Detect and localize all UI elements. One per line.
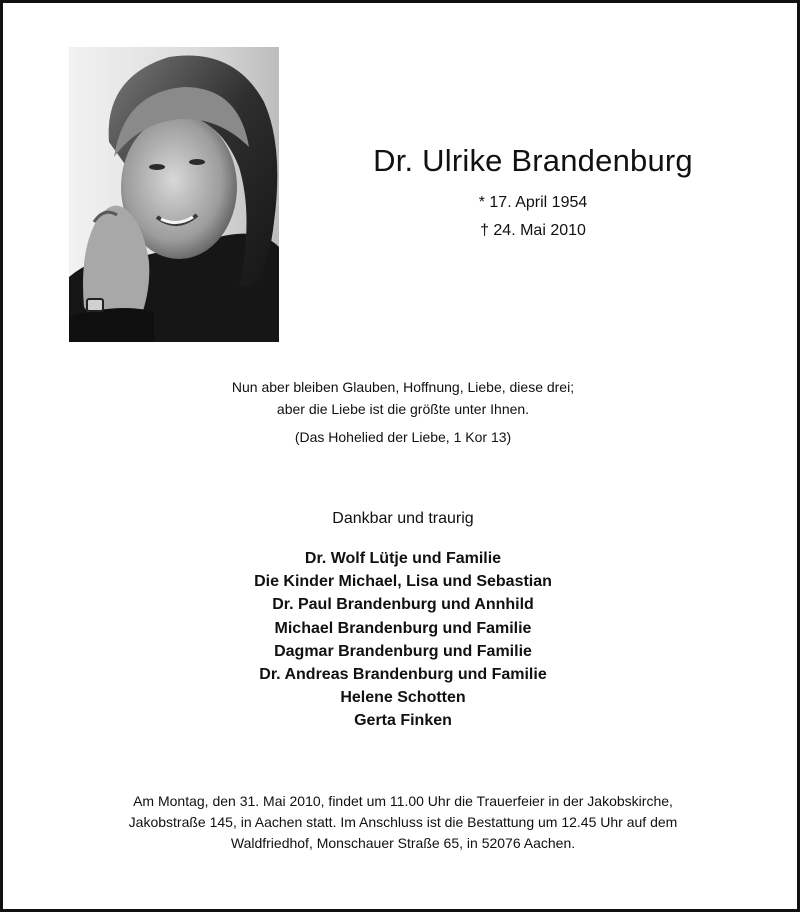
mourner-name: Gerta Finken	[354, 712, 452, 730]
mourner-name: Die Kinder Michael, Lisa und Sebastian	[254, 573, 552, 591]
mourner-name: Dagmar Brandenburg und Familie	[274, 642, 532, 660]
mourners-list	[103, 547, 703, 733]
funeral-info-line-3: Waldfriedhof, Monschauer Straße 65, in 52076 Aachen.	[230, 835, 576, 851]
death-date: † 24. Mai 2010	[480, 222, 586, 239]
mourner-name: Michael Brandenburg und Familie	[274, 619, 532, 637]
verse-line-2: aber die Liebe ist die größte unter Ihnen.	[276, 401, 530, 417]
mourner-name: Dr. Andreas Brandenburg und Familie	[259, 665, 547, 683]
funeral-info-line-1: Am Montag, den 31. Mai 2010, findet um 11.00 Uhr die Trauerfeier in der Jakobskirche,	[133, 793, 673, 809]
mourner-name: Dr. Wolf Lütje und Familie	[304, 550, 502, 567]
verse-line-1: Nun aber bleiben Glauben, Hoffnung, Liebe, diese drei;	[231, 379, 575, 395]
mourner-name: Dr. Paul Brandenburg und Annhild	[272, 596, 534, 614]
portrait-photo-icon	[69, 47, 279, 342]
verse-reference: (Das Hohelied der Liebe, 1 Kor 13)	[294, 429, 512, 445]
funeral-info-line-2: Jakobstraße 145, in Aachen statt. Im Anschluss ist die Bestattung um 12.45 Uhr auf dem	[128, 814, 678, 830]
birth-date: * 17. April 1954	[478, 194, 588, 211]
deceased-name: Dr. Ulrike Brandenburg	[373, 143, 693, 178]
mourner-name: Helene Schotten	[340, 689, 466, 707]
mourners-intro: Dankbar und traurig	[332, 510, 474, 527]
